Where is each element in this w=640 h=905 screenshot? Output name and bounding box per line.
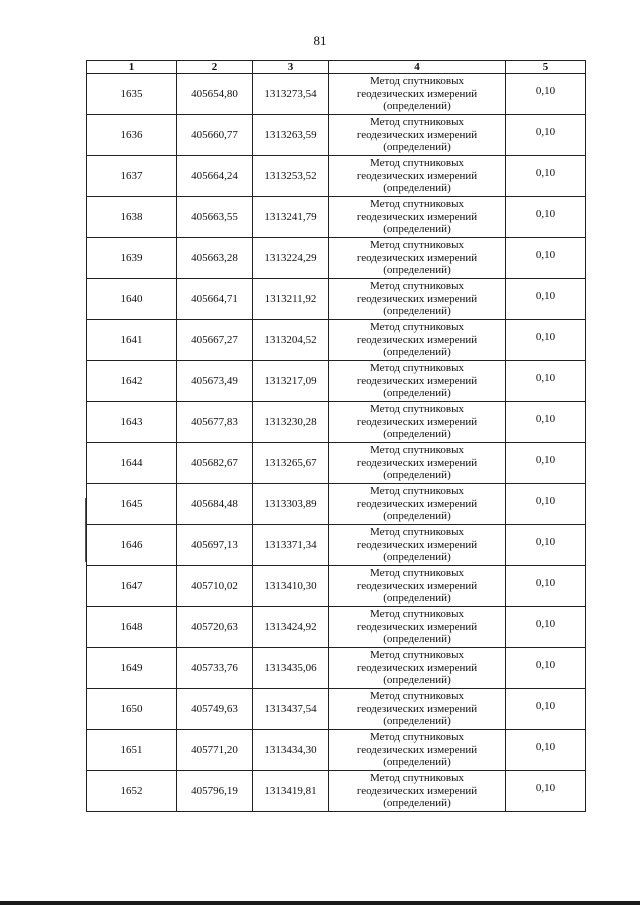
y-coordinate-cell: 1313253,52 [253, 156, 329, 197]
accuracy-value: 0,10 [535, 454, 556, 466]
x-coordinate-cell: 405710,02 [177, 566, 253, 607]
method-line: Метод спутниковых [370, 690, 464, 703]
accuracy-cell [506, 361, 586, 402]
column-header: 3 [253, 61, 329, 74]
method-line: геодезических измерений [356, 374, 478, 387]
column-header: 1 [87, 61, 177, 74]
method-line: Метод спутниковых [370, 567, 464, 580]
point-number-cell: 1642 [87, 361, 177, 402]
x-coordinate-cell: 405796,19 [177, 771, 253, 812]
column-header: 2 [177, 61, 253, 74]
table-header-row [87, 61, 586, 74]
method-cell [329, 115, 506, 156]
accuracy-value: 0,10 [535, 249, 556, 261]
x-coordinate-cell: 405660,77 [177, 115, 253, 156]
method-line: Метод спутниковых [370, 444, 464, 457]
y-coordinate-cell: 1313435,06 [253, 648, 329, 689]
table-row [87, 156, 586, 197]
method-line: геодезических измерений [356, 743, 478, 756]
table-row [87, 484, 586, 525]
accuracy-cell [506, 74, 586, 115]
method-cell [329, 689, 506, 730]
table-body [87, 74, 586, 812]
method-line: геодезических измерений [356, 251, 478, 264]
method-line: геодезических измерений [356, 579, 478, 592]
y-coordinate-cell: 1313410,30 [253, 566, 329, 607]
method-line: Метод спутниковых [370, 403, 464, 416]
x-coordinate-cell: 405720,63 [177, 607, 253, 648]
y-coordinate-cell: 1313371,34 [253, 525, 329, 566]
x-coordinate-cell: 405663,28 [177, 238, 253, 279]
method-line: (определений) [383, 633, 451, 646]
x-coordinate-cell: 405667,27 [177, 320, 253, 361]
method-line: Метод спутниковых [370, 157, 464, 170]
accuracy-cell [506, 279, 586, 320]
method-line: Метод спутниковых [370, 526, 464, 539]
table-row [87, 115, 586, 156]
method-cell [329, 443, 506, 484]
point-number-cell: 1641 [87, 320, 177, 361]
table-row [87, 279, 586, 320]
point-number-cell: 1651 [87, 730, 177, 771]
point-number-cell: 1636 [87, 115, 177, 156]
method-cell [329, 320, 506, 361]
table-row [87, 648, 586, 689]
accuracy-value: 0,10 [535, 413, 556, 425]
accuracy-cell [506, 689, 586, 730]
accuracy-value: 0,10 [535, 741, 556, 753]
point-number-cell: 1650 [87, 689, 177, 730]
method-line: (определений) [383, 469, 451, 482]
y-coordinate-cell: 1313211,92 [253, 279, 329, 320]
x-coordinate-cell: 405684,48 [177, 484, 253, 525]
method-line: Метод спутниковых [370, 280, 464, 293]
method-cell [329, 607, 506, 648]
x-coordinate-cell: 405664,24 [177, 156, 253, 197]
accuracy-value: 0,10 [535, 85, 556, 97]
method-line: (определений) [383, 100, 451, 113]
y-coordinate-cell: 1313273,54 [253, 74, 329, 115]
y-coordinate-cell: 1313204,52 [253, 320, 329, 361]
accuracy-value: 0,10 [535, 495, 556, 507]
table-row [87, 443, 586, 484]
point-number-cell: 1647 [87, 566, 177, 607]
accuracy-cell [506, 402, 586, 443]
x-coordinate-cell: 405697,13 [177, 525, 253, 566]
y-coordinate-cell: 1313230,28 [253, 402, 329, 443]
method-line: геодезических измерений [356, 333, 478, 346]
table-row [87, 320, 586, 361]
accuracy-cell [506, 115, 586, 156]
y-coordinate-cell: 1313224,29 [253, 238, 329, 279]
method-line: Метод спутниковых [370, 649, 464, 662]
method-line: (определений) [383, 592, 451, 605]
method-line: (определений) [383, 428, 451, 441]
point-number-cell: 1639 [87, 238, 177, 279]
method-line: Метод спутниковых [370, 772, 464, 785]
point-number-cell: 1645 [87, 484, 177, 525]
column-header: 4 [329, 61, 506, 74]
margin-line [85, 498, 86, 562]
accuracy-value: 0,10 [535, 290, 556, 302]
accuracy-cell [506, 525, 586, 566]
point-number-cell: 1637 [87, 156, 177, 197]
accuracy-value: 0,10 [535, 331, 556, 343]
method-cell [329, 279, 506, 320]
point-number-cell: 1648 [87, 607, 177, 648]
point-number-cell: 1652 [87, 771, 177, 812]
method-cell [329, 197, 506, 238]
method-line: геодезических измерений [356, 169, 478, 182]
bottom-rule [0, 901, 640, 905]
accuracy-value: 0,10 [535, 126, 556, 138]
method-cell [329, 730, 506, 771]
coordinates-table [86, 60, 586, 812]
method-line: (определений) [383, 182, 451, 195]
method-line: Метод спутниковых [370, 116, 464, 129]
table-row [87, 402, 586, 443]
method-line: геодезических измерений [356, 128, 478, 141]
x-coordinate-cell: 405749,63 [177, 689, 253, 730]
method-cell [329, 361, 506, 402]
table-row [87, 566, 586, 607]
table-row [87, 730, 586, 771]
point-number-cell: 1646 [87, 525, 177, 566]
accuracy-value: 0,10 [535, 659, 556, 671]
method-line: (определений) [383, 797, 451, 810]
x-coordinate-cell: 405663,55 [177, 197, 253, 238]
method-line: (определений) [383, 141, 451, 154]
y-coordinate-cell: 1313419,81 [253, 771, 329, 812]
method-line: (определений) [383, 223, 451, 236]
method-line: Метод спутниковых [370, 608, 464, 621]
method-line: (определений) [383, 674, 451, 687]
point-number-cell: 1643 [87, 402, 177, 443]
page-number: 81 [313, 33, 327, 48]
x-coordinate-cell: 405682,67 [177, 443, 253, 484]
method-line: геодезических измерений [356, 87, 478, 100]
accuracy-cell [506, 484, 586, 525]
accuracy-value: 0,10 [535, 782, 556, 794]
accuracy-cell [506, 566, 586, 607]
method-line: геодезических измерений [356, 456, 478, 469]
method-line: Метод спутниковых [370, 731, 464, 744]
accuracy-cell [506, 730, 586, 771]
method-line: (определений) [383, 756, 451, 769]
accuracy-cell [506, 238, 586, 279]
method-cell [329, 484, 506, 525]
point-number-cell: 1649 [87, 648, 177, 689]
method-cell [329, 648, 506, 689]
method-line: геодезических измерений [356, 497, 478, 510]
table-row [87, 689, 586, 730]
method-line: (определений) [383, 305, 451, 318]
x-coordinate-cell: 405677,83 [177, 402, 253, 443]
y-coordinate-cell: 1313303,89 [253, 484, 329, 525]
method-line: (определений) [383, 346, 451, 359]
method-line: геодезических измерений [356, 538, 478, 551]
accuracy-cell [506, 443, 586, 484]
method-cell [329, 402, 506, 443]
method-cell [329, 238, 506, 279]
table-row [87, 74, 586, 115]
point-number-cell: 1640 [87, 279, 177, 320]
accuracy-value: 0,10 [535, 536, 556, 548]
x-coordinate-cell: 405673,49 [177, 361, 253, 402]
accuracy-cell [506, 197, 586, 238]
table-row [87, 525, 586, 566]
method-line: Метод спутниковых [370, 75, 464, 88]
method-cell [329, 566, 506, 607]
column-header: 5 [506, 61, 586, 74]
method-cell [329, 156, 506, 197]
method-line: геодезических измерений [356, 620, 478, 633]
accuracy-cell [506, 771, 586, 812]
accuracy-cell [506, 607, 586, 648]
method-line: Метод спутниковых [370, 485, 464, 498]
x-coordinate-cell: 405654,80 [177, 74, 253, 115]
method-line: (определений) [383, 551, 451, 564]
accuracy-value: 0,10 [535, 372, 556, 384]
y-coordinate-cell: 1313263,59 [253, 115, 329, 156]
accuracy-value: 0,10 [535, 208, 556, 220]
method-line: геодезических измерений [356, 784, 478, 797]
y-coordinate-cell: 1313217,09 [253, 361, 329, 402]
method-cell [329, 74, 506, 115]
y-coordinate-cell: 1313424,92 [253, 607, 329, 648]
method-cell [329, 525, 506, 566]
point-number-cell: 1644 [87, 443, 177, 484]
method-line: геодезических измерений [356, 661, 478, 674]
accuracy-cell [506, 648, 586, 689]
point-number-cell: 1638 [87, 197, 177, 238]
table-row [87, 238, 586, 279]
method-line: Метод спутниковых [370, 239, 464, 252]
accuracy-cell [506, 156, 586, 197]
table-row [87, 607, 586, 648]
accuracy-value: 0,10 [535, 700, 556, 712]
x-coordinate-cell: 405771,20 [177, 730, 253, 771]
x-coordinate-cell: 405664,71 [177, 279, 253, 320]
method-line: (определений) [383, 387, 451, 400]
accuracy-cell [506, 320, 586, 361]
y-coordinate-cell: 1313434,30 [253, 730, 329, 771]
method-line: Метод спутниковых [370, 321, 464, 334]
method-line: геодезических измерений [356, 292, 478, 305]
method-cell [329, 771, 506, 812]
table-row [87, 771, 586, 812]
point-number-cell: 1635 [87, 74, 177, 115]
method-line: геодезических измерений [356, 210, 478, 223]
method-line: геодезических измерений [356, 702, 478, 715]
table-row [87, 361, 586, 402]
method-line: (определений) [383, 264, 451, 277]
x-coordinate-cell: 405733,76 [177, 648, 253, 689]
method-line: (определений) [383, 510, 451, 523]
accuracy-value: 0,10 [535, 577, 556, 589]
y-coordinate-cell: 1313265,67 [253, 443, 329, 484]
method-line: геодезических измерений [356, 415, 478, 428]
y-coordinate-cell: 1313437,54 [253, 689, 329, 730]
accuracy-value: 0,10 [535, 167, 556, 179]
accuracy-value: 0,10 [535, 618, 556, 630]
y-coordinate-cell: 1313241,79 [253, 197, 329, 238]
table-row [87, 197, 586, 238]
method-line: Метод спутниковых [370, 198, 464, 211]
method-line: Метод спутниковых [370, 362, 464, 375]
method-line: (определений) [383, 715, 451, 728]
